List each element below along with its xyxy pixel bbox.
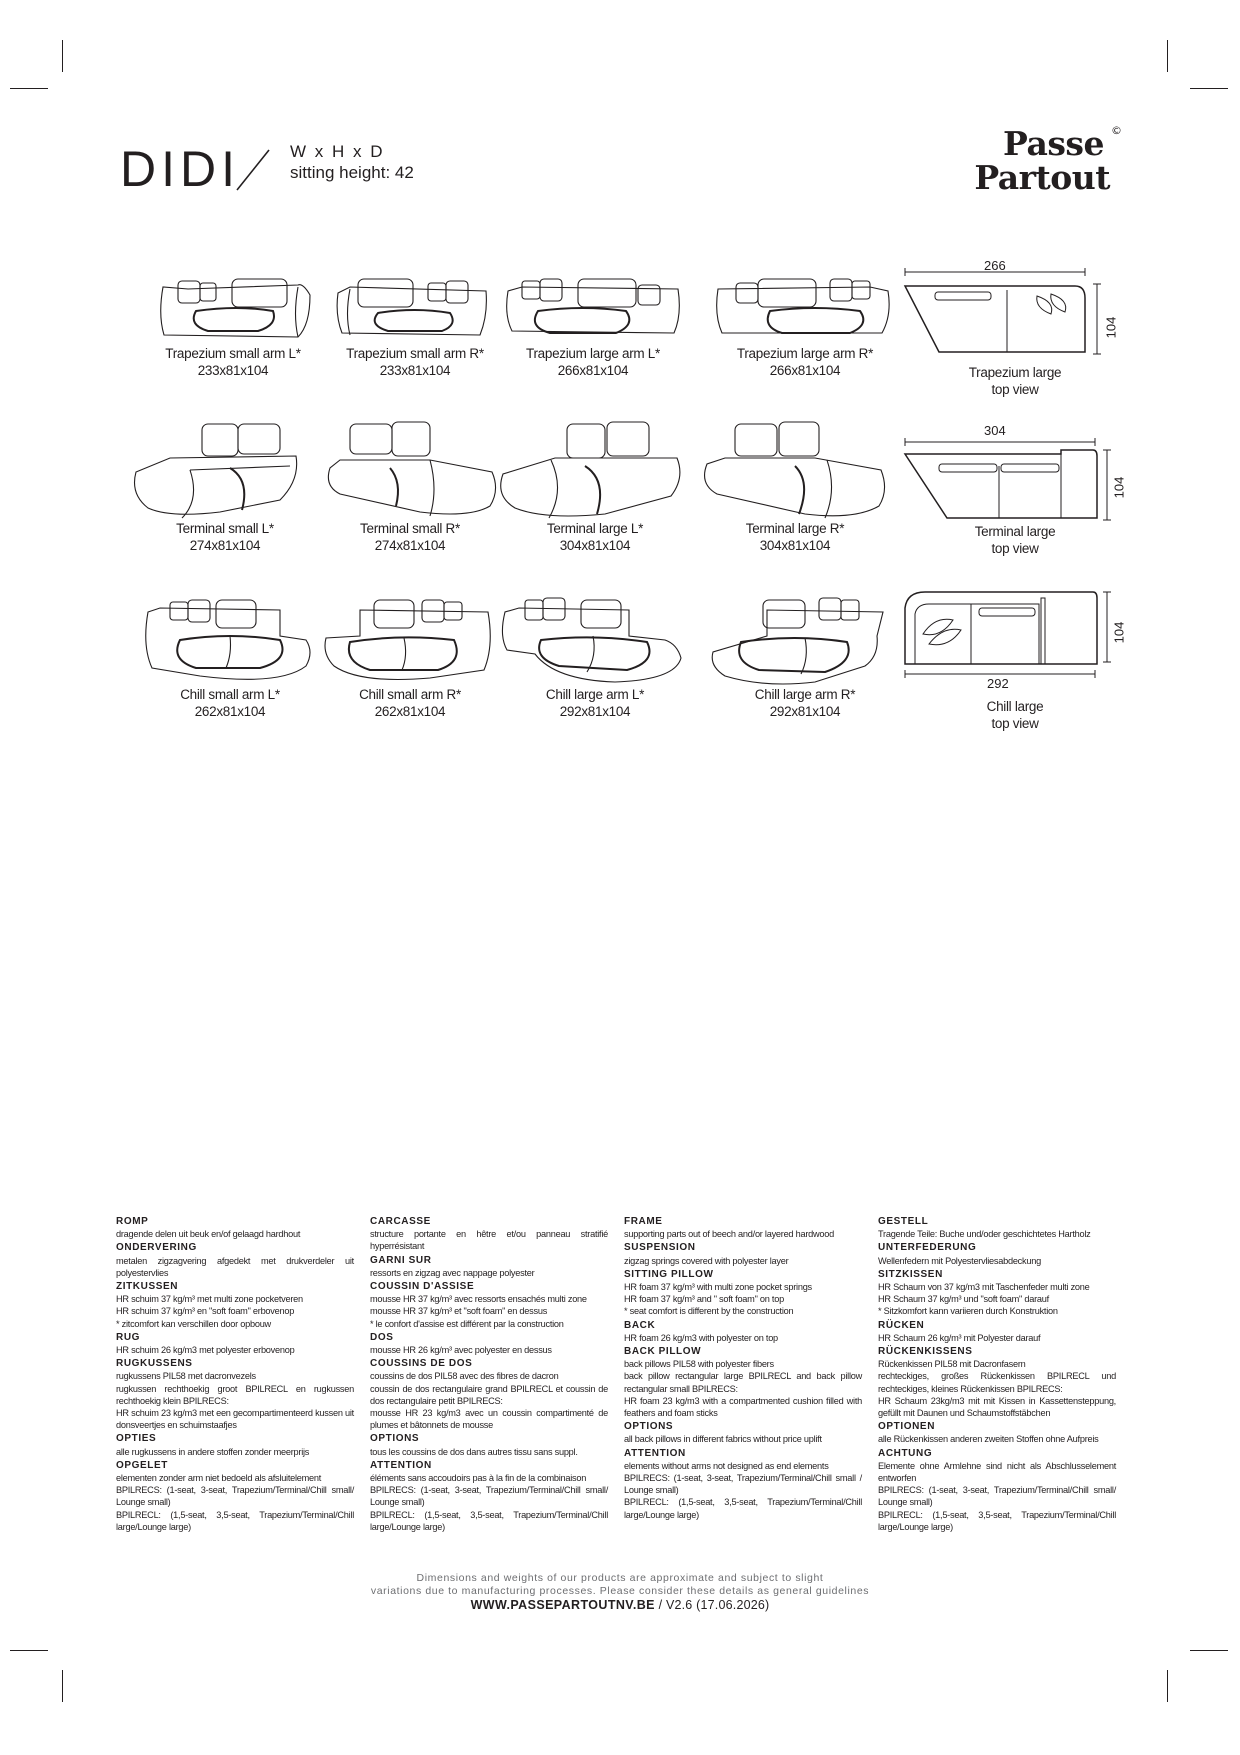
spec-heading: ROMP [116,1216,149,1227]
spec-heading: UNTERFEDERUNG [878,1242,977,1254]
spec-heading: ONDERVERING [116,1242,197,1254]
sofa-drawing [710,275,900,345]
top-view-width: 304 [984,423,1006,438]
sofa-drawing [498,275,688,345]
crop-mark [1190,1650,1228,1651]
sofa-item [488,275,698,379]
sofa-drawing [320,596,500,686]
crop-mark [62,1670,63,1702]
footer-url-line [330,1599,910,1612]
sofa-drawing [320,420,500,520]
spec-text: HR foam 26 kg/m3 with polyester on top [624,1332,778,1343]
spec-text: supporting parts out of beech and/or layered hardwood [624,1229,834,1240]
item-name: Trapezium small arm R* [346,346,484,361]
spec-heading: OPTIONEN [878,1421,936,1433]
copyright-mark: © [1111,124,1122,137]
spec-heading: OPTIONS [624,1421,674,1433]
spec-heading: BACK [624,1319,656,1331]
specs-dutch [116,1216,354,1533]
top-view-depth: 104 [1111,621,1127,644]
disclaimer-line2: variations due to manufacturing processes. Please consider these details as general guidelines [370,1585,870,1597]
logo-line2: Partout [974,158,1110,197]
specs-german [878,1216,1116,1533]
specifications [116,1216,1126,1532]
specs-french [370,1216,608,1533]
sofa-item [125,596,335,720]
item-name: Terminal large L* [546,521,644,536]
item-name: Terminal large R* [745,521,845,536]
website-link[interactable]: WWW.PASSEPARTOUTNV.BE [470,1598,655,1612]
top-view-title: Terminal large [974,524,1056,539]
spec-text: alle Rückenkissen anderen zweiten Stoffen ohne Aufpreis [878,1434,1099,1445]
spec-heading: RUG [116,1331,141,1343]
crop-mark [10,88,48,89]
spec-heading: RÜCKEN [878,1319,925,1331]
top-view-drawing-3 [895,590,1125,695]
top-view-title: Trapezium large [968,365,1062,380]
spec-text: dragende delen uit beuk en/of gelaagd hardhout [116,1229,301,1240]
sofa-drawing [140,596,320,686]
item-name: Chill large arm R* [754,687,856,702]
spec-heading: RÜCKENKISSENS [878,1346,973,1358]
spec-heading: GESTELL [878,1216,929,1227]
item-name: Terminal small L* [176,521,274,536]
top-view-subtitle: top view [991,541,1039,556]
spec-text: HR Schaum 26 kg/m³ mit Polyester darauf [878,1332,1041,1343]
spec-heading: SITTING PILLOW [624,1268,714,1280]
page-header [120,124,1122,200]
spec-text: all back pillows in different fabrics without price uplift [624,1434,822,1445]
sofa-drawing [330,275,500,345]
sofa-drawing [130,420,320,520]
top-view-item [895,258,1125,358]
sofa-drawing [495,420,695,520]
sofa-item [490,420,700,554]
sofa-item [490,596,700,720]
spec-text: ressorts en zigzag avec nappage polyester [370,1267,535,1278]
spec-text: elementen zonder arm niet bedoeld als afsluitelement BPILRECS: (1-seat, 3-seat, Trapezium/Terminal/Chill small/ Lounge small) BPILRECL: (1,5-seat, 3,5-seat, Trapezium/Terminal/Chill large/Lounge large) [116,1473,354,1532]
top-view-drawing [895,428,1125,528]
top-view-depth: 104 [1103,316,1119,339]
spec-heading: ATTENTION [370,1459,432,1471]
spec-heading: CARCASSE [370,1216,431,1227]
spec-heading: OPTIES [116,1433,157,1445]
spec-heading: ACHTUNG [878,1447,933,1459]
brand-logo [960,124,1122,199]
top-view-title: Chill large [986,699,1044,714]
sofa-drawing [148,275,318,345]
spec-heading: SITZKISSEN [878,1268,943,1280]
crop-mark [1167,40,1168,72]
title-divider [233,146,273,194]
spec-text: alle rugkussens in andere stoffen zonder meerprijs [116,1446,310,1457]
spec-heading: COUSSINS DE DOS [370,1358,473,1370]
spec-text: mousse HR 37 kg/m³ avec ressorts ensachés multi zone mousse HR 37 kg/m³ et "soft foam" en dessus * le confort d'assise est différent par la construction [370,1294,587,1329]
spec-heading: GARNI SUR [370,1254,432,1266]
crop-mark [62,40,63,72]
sofa-item [120,420,330,554]
item-dims: 233x81x104 [197,363,269,378]
version-info: / V2.6 (17.06.2026) [654,1598,770,1612]
item-name: Trapezium small arm L* [165,346,301,361]
spec-heading: ATTENTION [624,1447,686,1459]
spec-text: HR schuim 37 kg/m³ met multi zone pocketveren HR schuim 37 kg/m³ en "soft foam" erbovenop * zitcomfort kan verschillen door opbouw [116,1294,303,1329]
sofa-item [305,420,515,554]
top-view-drawing [895,590,1125,690]
disclaimer-line1: Dimensions and weights of our products are approximate and subject to slight [416,1572,824,1584]
spec-text: coussins de dos PIL58 avec des fibres de dacron coussin de dos rectangulaire grand BPILRECL et coussin de dos rectangulaire petit BPILRECS: mousse HR 23 kg/m3 avec un coussin compartimenté de plumes et bâtonnets de mousse [370,1371,608,1431]
item-dims: 274x81x104 [189,538,261,553]
footer [330,1572,910,1612]
sitting-height: sitting height: 42 [290,163,414,182]
spec-heading: ZITKUSSEN [116,1281,179,1293]
product-title: DIDI [120,141,240,197]
top-view-depth: 104 [1111,476,1127,499]
spec-text: HR schuim 26 kg/m3 met polyester erbovenop [116,1345,295,1356]
item-dims: 304x81x104 [559,538,631,553]
top-view-drawing-2 [895,428,1125,533]
spec-text: rugkussens PIL58 met dacronvezels rugkussen rechthoekig groot BPILRECL en rugkussen rechthoekig klein BPILRECS: HR schuim 23 kg/m3 met een gecompartimenteerd kussen uit donsveertjes en schuimstaafjes [116,1371,354,1431]
spec-text: tous les coussins de dos dans autres tissu sans suppl. [370,1446,578,1457]
spec-text: structure portante en hêtre et/ou panneau stratifié hyperrésistant [370,1229,608,1252]
spec-text: HR Schaum von 37 kg/m3 mit Taschenfeder multi zone HR Schaum 37 kg/m³ und "soft foam" darauf * Sitzkomfort kann variieren durch Konstruktion [878,1282,1090,1317]
dimension-order: W x H x D [290,142,385,161]
top-view-width: 266 [984,258,1006,273]
item-dims: 292x81x104 [559,704,631,719]
crop-mark [1167,1670,1168,1702]
spec-heading: DOS [370,1331,394,1343]
spec-heading: OPTIONS [370,1433,420,1445]
sofa-item [305,596,515,720]
item-dims: 233x81x104 [379,363,451,378]
item-name: Chill small arm R* [359,687,461,702]
spec-heading: OPGELET [116,1459,168,1471]
spec-heading: FRAME [624,1216,663,1227]
top-view-subtitle: top view [991,382,1039,397]
crop-mark [1190,88,1228,89]
top-view-subtitle: top view [991,716,1039,731]
spec-text: HR foam 37 kg/m³ with multi zone pocket springs HR foam 37 kg/m³ and " soft foam" on top * seat comfort is different by the construction [624,1282,812,1317]
item-dims: 266x81x104 [557,363,629,378]
spec-text: éléments sans accoudoirs pas à la fin de la combinaison BPILRECS: (1-seat, 3-seat, Trapezium/Terminal/Chill small/ Lounge small) BPILRECL: (1,5-seat, 3,5-seat, Trapezium/Terminal/Chill large/Lounge large) [370,1473,608,1532]
spec-text: Wellenfedern mit Polyestervliesabdeckung [878,1255,1041,1266]
sofa-drawing [705,596,905,686]
logo-line1: Passe [1003,124,1104,163]
spec-heading: SUSPENSION [624,1242,696,1254]
item-name: Chill small arm L* [180,687,280,702]
sofa-item [690,420,900,554]
sofa-item [700,596,910,720]
spec-heading: BACK PILLOW [624,1346,702,1358]
item-dims: 274x81x104 [374,538,446,553]
spec-text: Tragende Teile: Buche und/oder geschichtetes Hartholz [878,1229,1091,1240]
spec-text: metalen zigzagvering afgedekt met drukverdeler uit polyestervlies [116,1255,354,1278]
item-name: Terminal small R* [360,521,460,536]
top-view-drawing [895,258,1125,358]
spec-text: mousse HR 26 kg/m³ avec polyester en dessus [370,1345,552,1356]
item-name: Chill large arm L* [545,687,645,702]
spec-heading: COUSSIN D'ASSISE [370,1281,475,1293]
item-dims: 304x81x104 [759,538,831,553]
item-name: Trapezium large arm R* [736,346,874,361]
spec-text: Elemente ohne Armlehne sind nicht als Abschlusselement entworfen BPILRECS: (1-seat, 3-seat, Trapezium/Terminal/Chill small/ Lounge small) BPILRECL: (1,5-seat, 3,5-seat, Trapezium/Terminal/Chill large/Lounge large) [878,1460,1116,1532]
sofa-item [700,275,910,379]
spec-heading: RUGKUSSENS [116,1358,193,1370]
spec-text: back pillows PIL58 with polyester fibers back pillow rectangular large BPILRECL and back pillow rectangular small BPILRECS: HR foam 23 kg/m3 with a compartmented cushion filled with feathers and foam sticks [624,1359,862,1419]
spec-text: elements without arms not designed as end elements BPILRECS: (1-seat, 3-seat, Trapezium/Terminal/Chill small / Lounge small) BPILRECL: (1,5-seat, 3,5-seat, Trapezium/Terminal/Chill large/Lounge large) [624,1460,862,1520]
top-view-width: 292 [987,676,1009,691]
specs-english [624,1216,862,1521]
spec-text: Rückenkissen PIL58 mit Dacronfasern rechteckiges, großes Rückenkissen BPILRECL und rechteckiges, kleines Rückenkissen BPILRECS: HR Schaum 23kg/m3 mit mit Kissen in Kassettensteppung, gefüllt mit Daunen und Schaumstoffstäbchen [878,1359,1116,1419]
item-dims: 266x81x104 [769,363,841,378]
crop-mark [10,1650,48,1651]
item-dims: 262x81x104 [194,704,266,719]
item-name: Trapezium large arm L* [526,346,660,361]
sofa-drawing [695,420,895,520]
item-dims: 262x81x104 [374,704,446,719]
spec-text: zigzag springs covered with polyester layer [624,1255,789,1266]
sofa-drawing [495,596,695,686]
item-dims: 292x81x104 [769,704,841,719]
sofa-item [128,275,338,379]
